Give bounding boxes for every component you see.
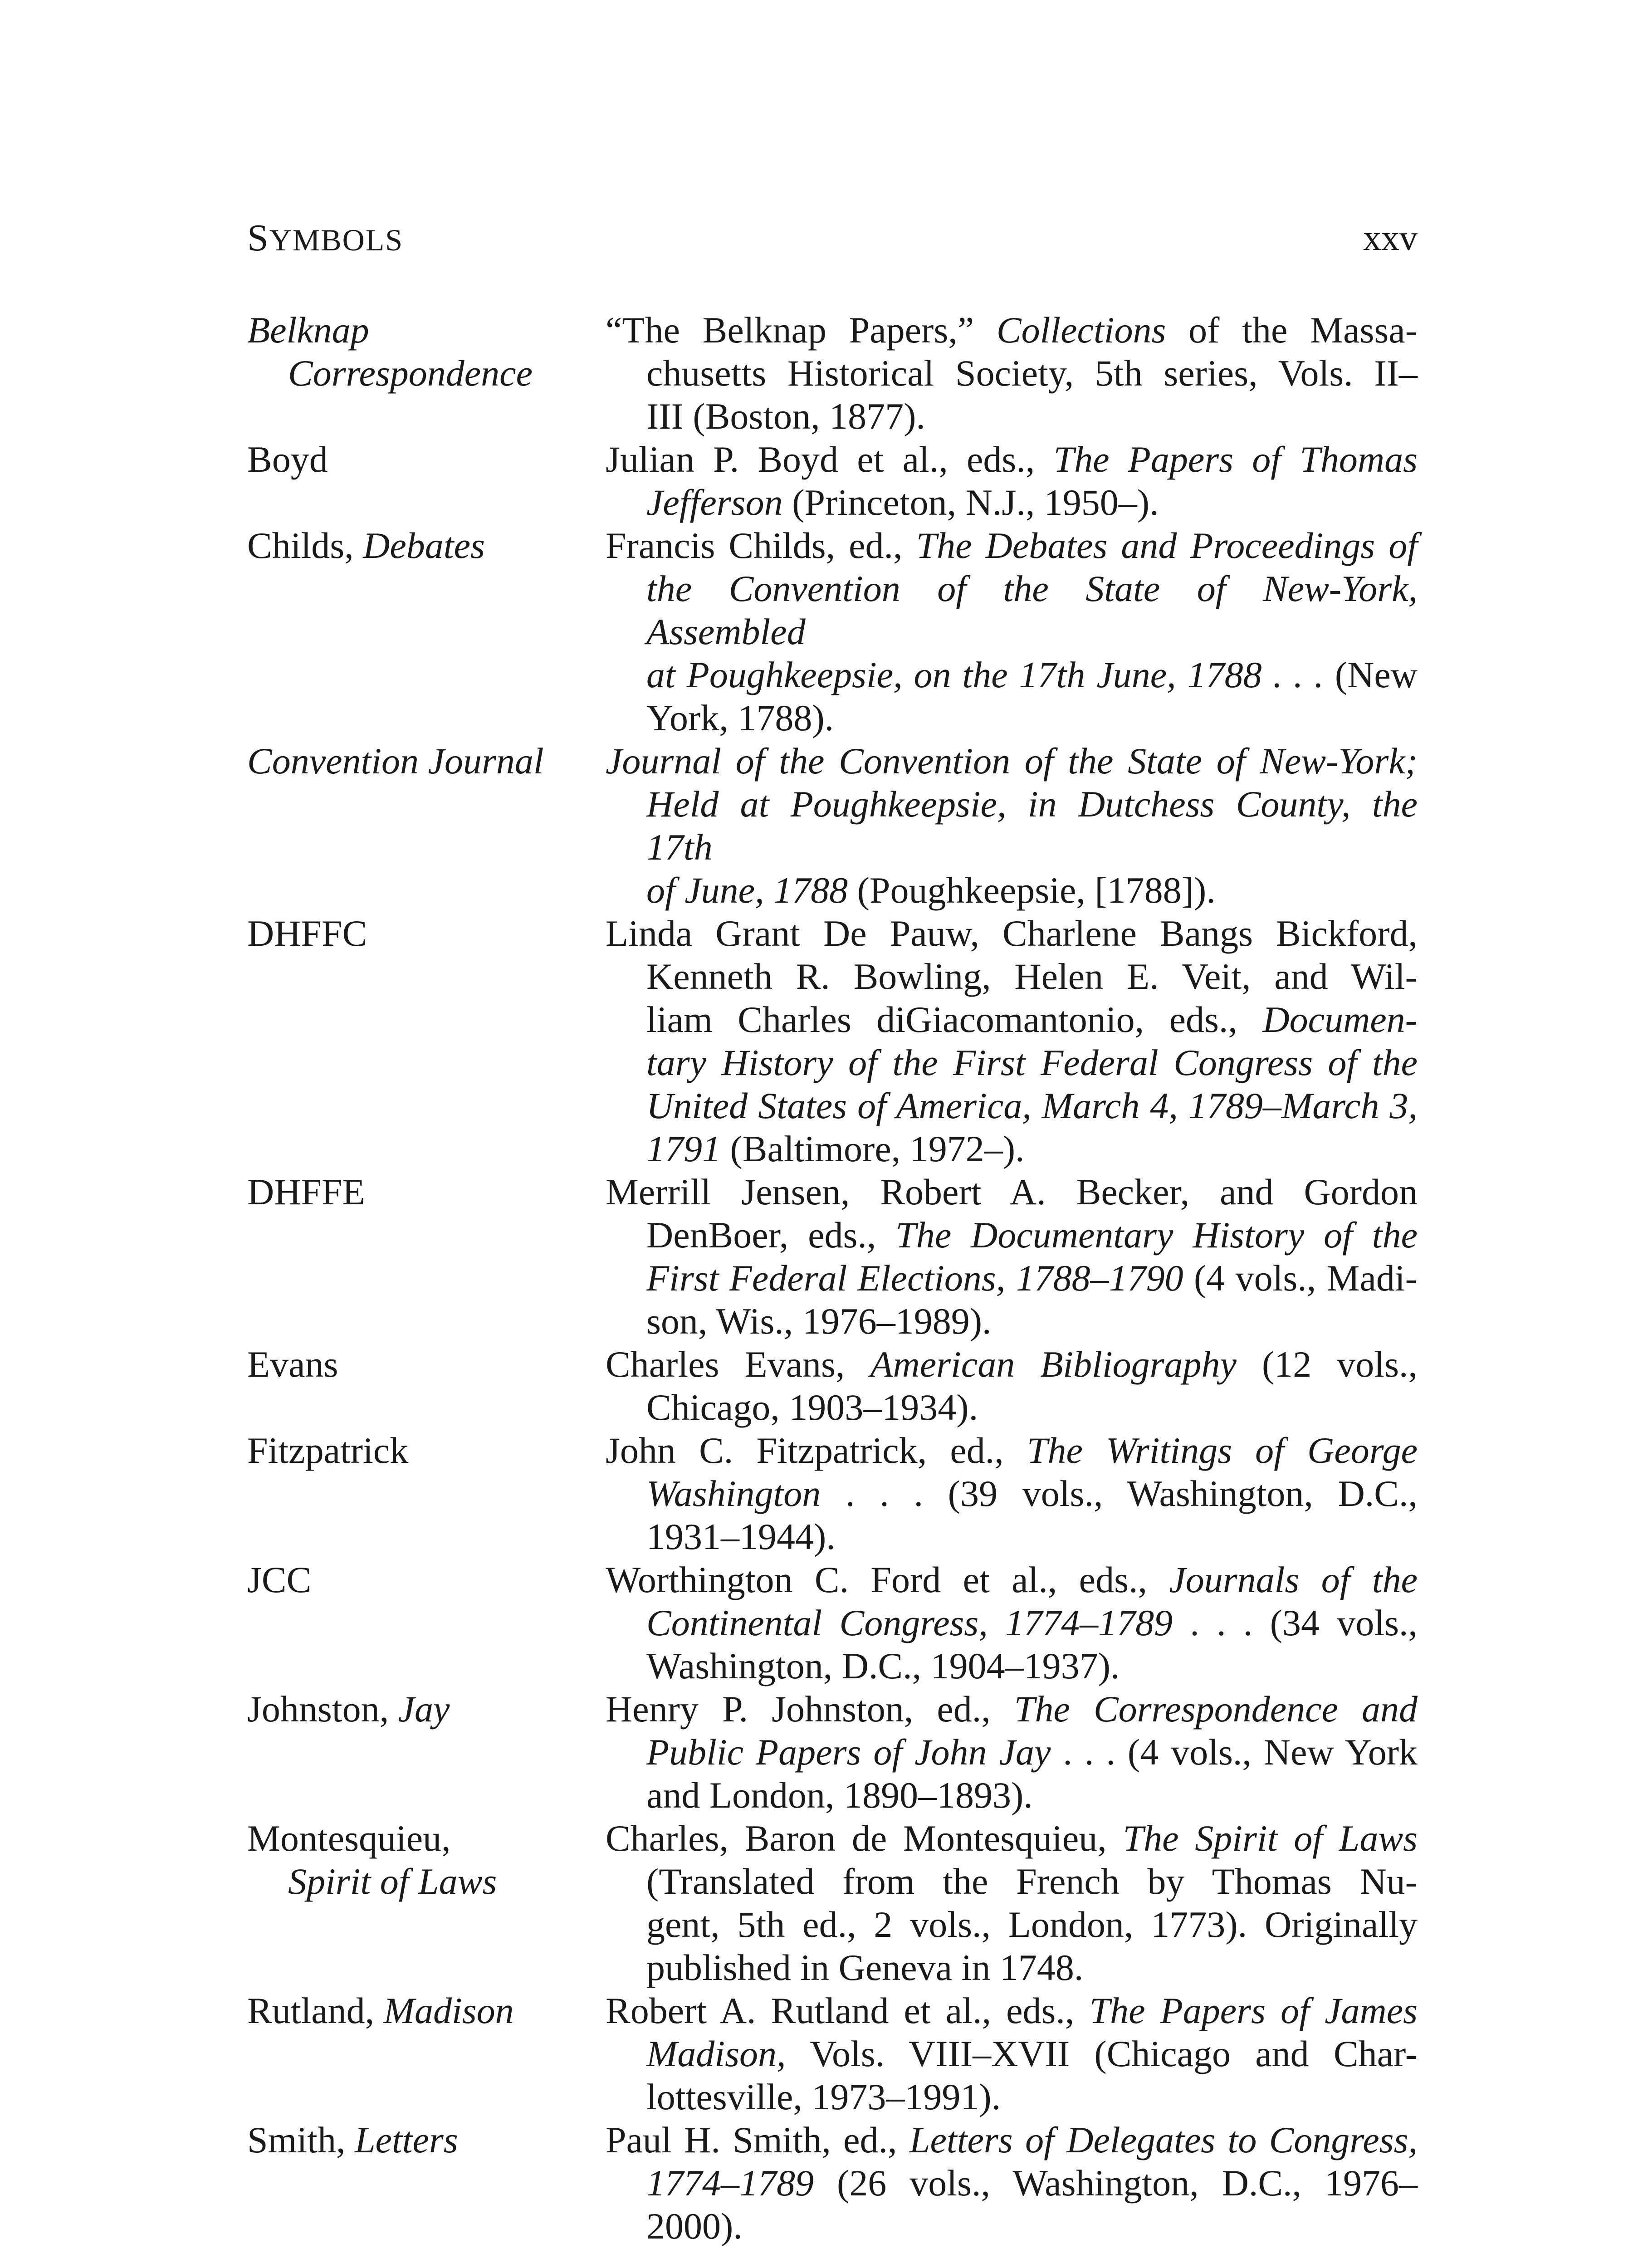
citation-line: [606, 2032, 1418, 2075]
citation-title-text: tary History of the First Federal Congress of the: [646, 1042, 1418, 1083]
symbol-entry: [247, 1429, 1418, 1558]
citation-line: [606, 1558, 1418, 1601]
abbreviation-text: Madison: [383, 1990, 514, 2031]
citation-title-text: Held at Poughkeepsie, in Dutchess County, the 17th: [646, 783, 1418, 868]
citation-line: [606, 782, 1418, 869]
symbol-entry: [247, 1558, 1418, 1687]
page-number: xxv: [1363, 218, 1418, 258]
symbol-abbreviation: [247, 308, 606, 438]
citation-text: (12 vols.,: [1236, 1344, 1418, 1385]
citation-line: [606, 438, 1418, 481]
citation-line: [606, 1774, 1418, 1817]
citation-text: Charles Evans,: [606, 1344, 870, 1385]
citation-line: [606, 1429, 1418, 1472]
bibliographic-citation: [606, 438, 1418, 524]
citation-line: [606, 567, 1418, 653]
symbol-abbreviation: [247, 524, 606, 739]
symbol-entry: [247, 1170, 1418, 1343]
symbol-entry: [247, 308, 1418, 438]
citation-title-text: American Bibliography: [870, 1344, 1237, 1385]
citation-text: Paul H. Smith, ed.,: [606, 2119, 909, 2160]
citation-title-text: of June, 1788: [646, 870, 848, 911]
citation-text: published in Geneva in 1748.: [646, 1947, 1084, 1988]
symbol-entry: [247, 2118, 1418, 2248]
citation-line: [606, 912, 1418, 955]
citation-text: York, 1788).: [646, 697, 834, 738]
citation-line: [606, 1472, 1418, 1515]
citation-text: Merrill Jensen, Robert A. Becker, and Gordon: [606, 1171, 1418, 1212]
abbreviation-line: [247, 1429, 606, 1472]
bibliographic-citation: [606, 524, 1418, 739]
abbreviation-line: [247, 2118, 606, 2161]
abbreviation-text: JCC: [247, 1559, 312, 1600]
citation-text: Henry P. Johnston, ed.,: [606, 1688, 1014, 1730]
symbol-abbreviation: [247, 1558, 606, 1687]
symbol-abbreviation: [247, 912, 606, 1170]
citation-text: son, Wis., 1976–1989).: [646, 1300, 992, 1342]
bibliographic-citation: [606, 1558, 1418, 1687]
citation-text: (Princeton, N.J., 1950–).: [782, 482, 1159, 523]
bibliographic-citation: [606, 739, 1418, 912]
citation-line: [606, 2075, 1418, 2118]
symbol-entry: [247, 1687, 1418, 1817]
citation-text: Washington, D.C., 1904–1937).: [646, 1645, 1120, 1686]
citation-text: Linda Grant De Pauw, Charlene Bangs Bickford,: [606, 913, 1418, 954]
citation-title-text: 1774–1789: [646, 2162, 814, 2204]
citation-line: [606, 524, 1418, 567]
citation-text: chusetts Historical Society, 5th series, Vols. II–: [646, 352, 1418, 394]
citation-text: . . . (34 vols.,: [1173, 1602, 1418, 1643]
citation-text: (4 vols., Madi-: [1183, 1257, 1418, 1299]
citation-line: [606, 696, 1418, 739]
bibliographic-citation: [606, 1343, 1418, 1429]
bibliographic-citation: [606, 1429, 1418, 1558]
citation-title-text: the Convention of the State of New-York, Assembled: [646, 568, 1418, 652]
citation-line: [606, 481, 1418, 524]
bibliographic-citation: [606, 1170, 1418, 1343]
citation-text: (Translated from the French by Thomas Nu-: [646, 1861, 1418, 1902]
citation-text: (26 vols., Washington, D.C., 1976–: [814, 2162, 1418, 2204]
symbol-entry: [247, 1343, 1418, 1429]
symbol-abbreviation: [247, 438, 606, 524]
citation-title-text: The Papers of James: [1089, 1990, 1418, 2031]
citation-line: [606, 1041, 1418, 1084]
citation-text: of the Massa-: [1166, 309, 1418, 351]
bibliographic-citation: [606, 2118, 1418, 2248]
abbreviation-line: [247, 1687, 606, 1730]
citation-title-text: Journal of the Convention of the State of New-York;: [606, 740, 1418, 782]
abbreviation-text: Correspondence: [288, 352, 533, 394]
citation-line: [606, 1127, 1418, 1170]
bibliographic-citation: [606, 1989, 1418, 2118]
citation-line: [606, 1300, 1418, 1343]
citation-text: lottesville, 1973–1991).: [646, 2076, 1001, 2117]
symbol-abbreviation: [247, 1817, 606, 1989]
abbreviation-line: [247, 352, 606, 395]
citation-line: [606, 869, 1418, 912]
bibliographic-citation: [606, 1817, 1418, 1989]
abbreviation-text: Johnston,: [247, 1688, 398, 1730]
citation-text: Chicago, 1903–1934).: [646, 1387, 978, 1428]
abbreviation-line: [247, 912, 606, 955]
citation-line: [606, 1860, 1418, 1903]
abbreviation-text: Debates: [363, 525, 485, 566]
citation-title-text: The Documentary History of the: [895, 1214, 1418, 1256]
citation-line: [606, 1601, 1418, 1644]
running-head: [247, 213, 1418, 263]
symbol-abbreviation: [247, 1343, 606, 1429]
abbreviation-text: Childs,: [247, 525, 363, 566]
abbreviation-text: Boyd: [247, 439, 328, 480]
citation-line: [606, 1386, 1418, 1429]
citation-title-text: The Spirit of Laws: [1123, 1818, 1418, 1859]
citation-line: [606, 998, 1418, 1041]
citation-text: Worthington C. Ford et al., eds.,: [606, 1559, 1169, 1600]
running-head-section-title: SYMBOLS: [247, 217, 404, 259]
citation-line: [606, 1170, 1418, 1213]
abbreviation-line: [247, 1343, 606, 1386]
citation-text: “The Belknap Papers,”: [606, 309, 997, 351]
symbol-entry: [247, 438, 1418, 524]
abbreviation-text: Smith,: [247, 2119, 355, 2160]
citation-text: (Baltimore, 1972–).: [721, 1128, 1025, 1169]
abbreviation-text: Letters: [354, 2119, 458, 2160]
citation-title-text: Public Papers of John Jay: [646, 1731, 1051, 1773]
citation-line: [606, 1946, 1418, 1989]
citation-line: [606, 955, 1418, 998]
symbol-entry: [247, 1989, 1418, 2118]
citation-text: DenBoer, eds.,: [646, 1214, 896, 1256]
citation-title-text: Letters of Delegates to Congress,: [909, 2119, 1418, 2160]
citation-title-text: The Papers of Thomas: [1053, 439, 1418, 480]
citation-line: [606, 395, 1418, 438]
citation-line: [606, 739, 1418, 782]
citation-title-text: The Debates and Proceedings of: [916, 525, 1418, 566]
abbreviation-text: Montesquieu,: [247, 1818, 451, 1859]
abbreviation-text: Belknap: [247, 309, 369, 351]
citation-title-text: at Poughkeepsie, on the 17th June, 1788 . . .: [646, 654, 1324, 695]
citation-text: (Poughkeepsie, [1788]).: [848, 870, 1216, 911]
abbreviation-line: [247, 438, 606, 481]
citation-title-text: First Federal Elections, 1788–1790: [646, 1257, 1183, 1299]
abbreviation-line: [247, 524, 606, 567]
symbol-abbreviation: [247, 1687, 606, 1817]
abbreviation-line: [247, 1558, 606, 1601]
abbreviation-line: [247, 1860, 606, 1903]
citation-line: [606, 1730, 1418, 1774]
citation-line: [606, 1515, 1418, 1558]
citation-text: Robert A. Rutland et al., eds.,: [606, 1990, 1090, 2031]
citation-text: liam Charles diGiacomantonio, eds.,: [646, 999, 1263, 1040]
citation-title-text: Journals of the: [1169, 1559, 1418, 1600]
citation-title-text: Continental Congress, 1774–1789: [646, 1602, 1173, 1643]
citation-line: [606, 1687, 1418, 1730]
citation-line: [606, 2161, 1418, 2204]
citation-line: [606, 1213, 1418, 1256]
abbreviation-line: [247, 1170, 606, 1213]
citation-text: John C. Fitzpatrick, ed.,: [606, 1430, 1027, 1471]
citation-line: [606, 1989, 1418, 2032]
abbreviation-text: DHFFC: [247, 913, 367, 954]
abbreviation-text: Spirit of Laws: [288, 1861, 497, 1902]
citation-line: [606, 653, 1418, 696]
bibliographic-citation: [606, 1687, 1418, 1817]
citation-title-text: Jefferson: [646, 482, 783, 523]
abbreviation-line: [247, 1817, 606, 1860]
citation-line: [606, 1903, 1418, 1946]
abbreviation-line: [247, 739, 606, 782]
citation-text: 1931–1944).: [646, 1516, 836, 1557]
bibliographic-citation: [606, 308, 1418, 438]
abbreviation-text: Convention Journal: [247, 740, 544, 782]
symbol-abbreviation: [247, 739, 606, 912]
citation-line: [606, 1084, 1418, 1127]
symbol-abbreviation: [247, 1989, 606, 2118]
citation-title-text: Documen-: [1262, 999, 1418, 1040]
citation-text: . . . (39 vols., Washington, D.C.,: [821, 1473, 1418, 1514]
symbol-abbreviation: [247, 1170, 606, 1343]
citation-text: Julian P. Boyd et al., eds.,: [606, 439, 1054, 480]
abbreviation-text: Evans: [247, 1344, 338, 1385]
citation-text: and London, 1890–1893).: [646, 1774, 1033, 1816]
citation-text: Kenneth R. Bowling, Helen E. Veit, and Wil-: [646, 956, 1418, 997]
citation-text: Charles, Baron de Montesquieu,: [606, 1818, 1123, 1859]
citation-text: III (Boston, 1877).: [646, 396, 925, 437]
citation-line: [606, 1343, 1418, 1386]
abbreviation-text: Fitzpatrick: [247, 1430, 409, 1471]
abbreviation-text: Rutland,: [247, 1990, 384, 2031]
citation-line: [606, 352, 1418, 395]
citation-title-text: United States of America, March 4, 1789–March 3,: [646, 1085, 1418, 1126]
citation-line: [606, 2118, 1418, 2161]
citation-line: [606, 308, 1418, 352]
symbol-entry: [247, 524, 1418, 739]
citation-text: (New: [1323, 654, 1418, 695]
abbreviation-text: Jay: [398, 1688, 450, 1730]
citation-text: Francis Childs, ed.,: [606, 525, 916, 566]
bibliographic-citation: [606, 912, 1418, 1170]
citation-text: gent, 5th ed., 2 vols., London, 1773). Originally: [646, 1904, 1418, 1945]
citation-title-text: 1791: [646, 1128, 721, 1169]
citation-title-text: The Writings of George: [1027, 1430, 1418, 1471]
citation-text: , Vols. VIII–XVII (Chicago and Char-: [777, 2033, 1418, 2074]
symbol-entry: [247, 912, 1418, 1170]
citation-line: [606, 1817, 1418, 1860]
symbol-entry: [247, 739, 1418, 912]
citation-line: [606, 1256, 1418, 1300]
citation-title-text: Madison: [646, 2033, 777, 2074]
citation-title-text: The Correspondence and: [1014, 1688, 1418, 1730]
citation-text: . . . (4 vols., New York: [1051, 1731, 1418, 1773]
citation-title-text: Collections: [996, 309, 1166, 351]
citation-line: [606, 2204, 1418, 2248]
abbreviation-line: [247, 308, 606, 352]
symbols-list: [247, 308, 1418, 2248]
abbreviation-line: [247, 1989, 606, 2032]
citation-text: 2000).: [646, 2205, 743, 2247]
symbol-abbreviation: [247, 1429, 606, 1558]
symbol-abbreviation: [247, 2118, 606, 2248]
abbreviation-text: DHFFE: [247, 1171, 365, 1212]
citation-line: [606, 1644, 1418, 1687]
citation-title-text: Washington: [646, 1473, 821, 1514]
symbol-entry: [247, 1817, 1418, 1989]
